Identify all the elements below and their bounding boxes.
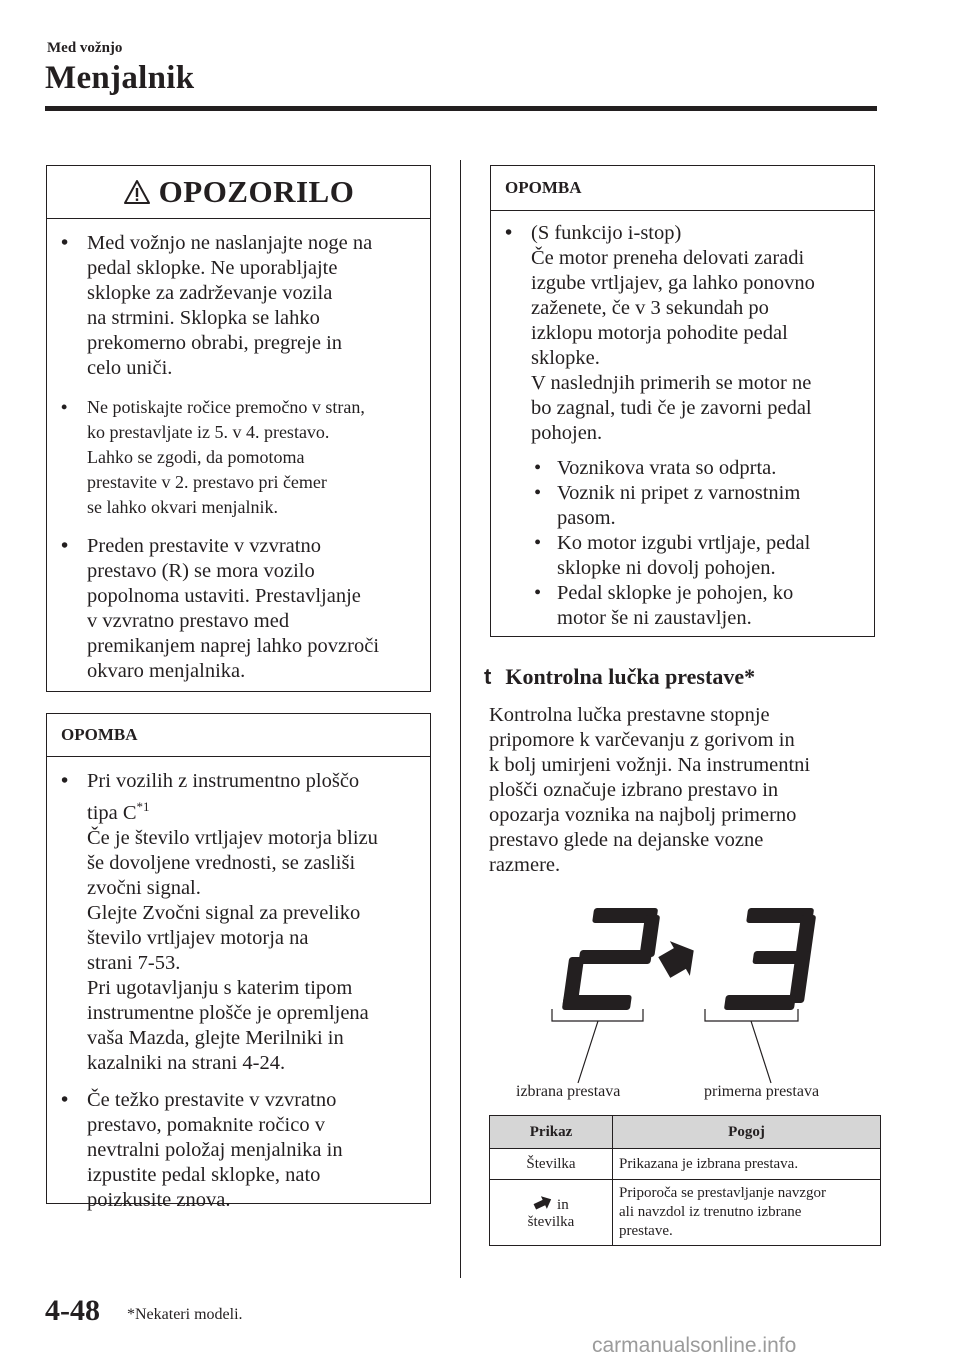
- table-cell: in številka: [490, 1180, 613, 1246]
- section-title: Kontrolna lučka prestave*: [505, 664, 756, 689]
- table-row: [490, 1180, 881, 1246]
- footnote-ref: *1: [136, 799, 150, 814]
- note-list: [47, 769, 430, 1213]
- page-title: Menjalnik: [45, 60, 195, 96]
- table-cell: Številka: [490, 1149, 613, 1180]
- sub-list: [531, 456, 874, 631]
- page-number: 4-48: [45, 1294, 100, 1327]
- note-box-right: [490, 165, 875, 637]
- indicator-table: [489, 1115, 881, 1246]
- digit-three-icon: [724, 908, 817, 1010]
- warning-box: [46, 165, 431, 692]
- note-box-left: [46, 713, 431, 1211]
- title-rule: [45, 106, 877, 111]
- warning-title: OPOZORILO: [158, 174, 355, 209]
- note-item: • Pri vozilih z instrumentno ploščo tipa $C^{*1}$ Če je število vrtljajev motorja blizu še dovoljene vrednosti, se zasliši zvočni signal. Glejte Zvočni signal za preveliko število vrtljajev motorja na strani 7-53. Pri ugotavljanju s katerim tipom instrumentne plošče je opremljena vaša Mazda, glejte Merilniki in kazalniki na strani 4-24.: [47, 769, 430, 1076]
- digit-two-icon: [562, 908, 661, 1010]
- table-cell: Prikazana je izbrana prestava.: [613, 1149, 881, 1180]
- column-header: Prikaz: [490, 1116, 613, 1149]
- table-cell: Priporoča se prestavljanje navzgor ali navzdol iz trenutno izbrane prestave.: [613, 1180, 881, 1246]
- note-header: OPOMBA: [47, 714, 430, 757]
- warning-item: • Preden prestavite v vzvratno prestavo (R) se mora vozilo popolnoma ustaviti. Prestavljanje v vzvratno prestavo med premikanjem naprej lahko povzroči okvaro menjalnika.: [47, 534, 430, 684]
- section-heading: [484, 664, 755, 690]
- warning-item: • Med vožnjo ne naslanjajte noge na pedal sklopke. Ne uporabljajte sklopke za zadrževanje vozila na strmini. Sklopka se lahko prekomerno obrabi, pregreje in celo uniči.: [47, 231, 430, 381]
- section-paragraph: Kontrolna lučka prestavne stopnje pripomore k varčevanju z gorivom in k bolj umirjeni vožnji. Na instrumentni plošči označuje izbrano prestavo in opozarja voznika na najbolj primerno prestavo glede na dejanske vozne razmere.: [489, 704, 811, 876]
- section-marker: t: [484, 664, 492, 689]
- arrow-right-icon: [533, 1195, 553, 1211]
- table-header-row: [490, 1116, 881, 1149]
- note-item: • Če težko prestavite v vzvratno prestavo, pomaknite ročico v nevtralni položaj menjalnika in izpustite pedal sklopke, nato poizkusite znova.: [47, 1088, 430, 1213]
- selected-gear-caption: izbrana prestava: [516, 1083, 621, 1100]
- note-list: [491, 221, 874, 631]
- column-header: Pogoj: [613, 1116, 881, 1149]
- arrow-right-icon: [654, 933, 703, 985]
- watermark: carmanualsonline.info: [592, 1334, 797, 1357]
- warning-item: • Ne potiskajte ročice premočno v stran, ko prestavljate iz 5. v 4. prestavo. Lahko se zgodi, da pomotoma prestavite v 2. prestavo pri čemer se lahko okvari menjalnik.: [47, 395, 430, 520]
- table-row: [490, 1149, 881, 1180]
- sub-item: • Voznikova vrata so odprta.: [531, 456, 874, 481]
- gear-indicator-figure: [540, 895, 860, 1095]
- footnote: *Nekateri modeli.: [127, 1306, 243, 1323]
- sub-item: • Voznik ni pripet z varnostnim pasom.: [531, 481, 874, 531]
- note-header: OPOMBA: [491, 166, 874, 211]
- sub-item: • Pedal sklopke je pohojen, ko motor še ni zaustavljen.: [531, 581, 874, 631]
- column-divider: [460, 160, 461, 1278]
- recommended-gear-caption: primerna prestava: [704, 1083, 820, 1100]
- note-item: • (S funkcijo i-stop) Če motor preneha delovati zaradi izgube vrtljajev, ga lahko ponovno zaženete, če v 3 sekundah po izklopu motorja pohodite pedal sklopke. V naslednjih primerih se motor ne bo zagnal, tudi če je zavorni pedal pohojen. • Voznikova vrata so odprta. • Voznik ni pripet z varnostnim pasom. • Ko motor izgubi vrtljaje, pedal sklopke ni dovolj pohojen. • Pedal sklopke je pohojen, ko motor še ni zaustavljen.: [491, 221, 874, 631]
- section-label: Med vožnjo: [47, 40, 123, 56]
- warning-list: [47, 231, 430, 684]
- sub-item: • Ko motor izgubi vrtljaje, pedal sklopke ni dovolj pohojen.: [531, 531, 874, 581]
- warning-triangle-icon: [123, 179, 151, 205]
- warning-header: [47, 166, 430, 219]
